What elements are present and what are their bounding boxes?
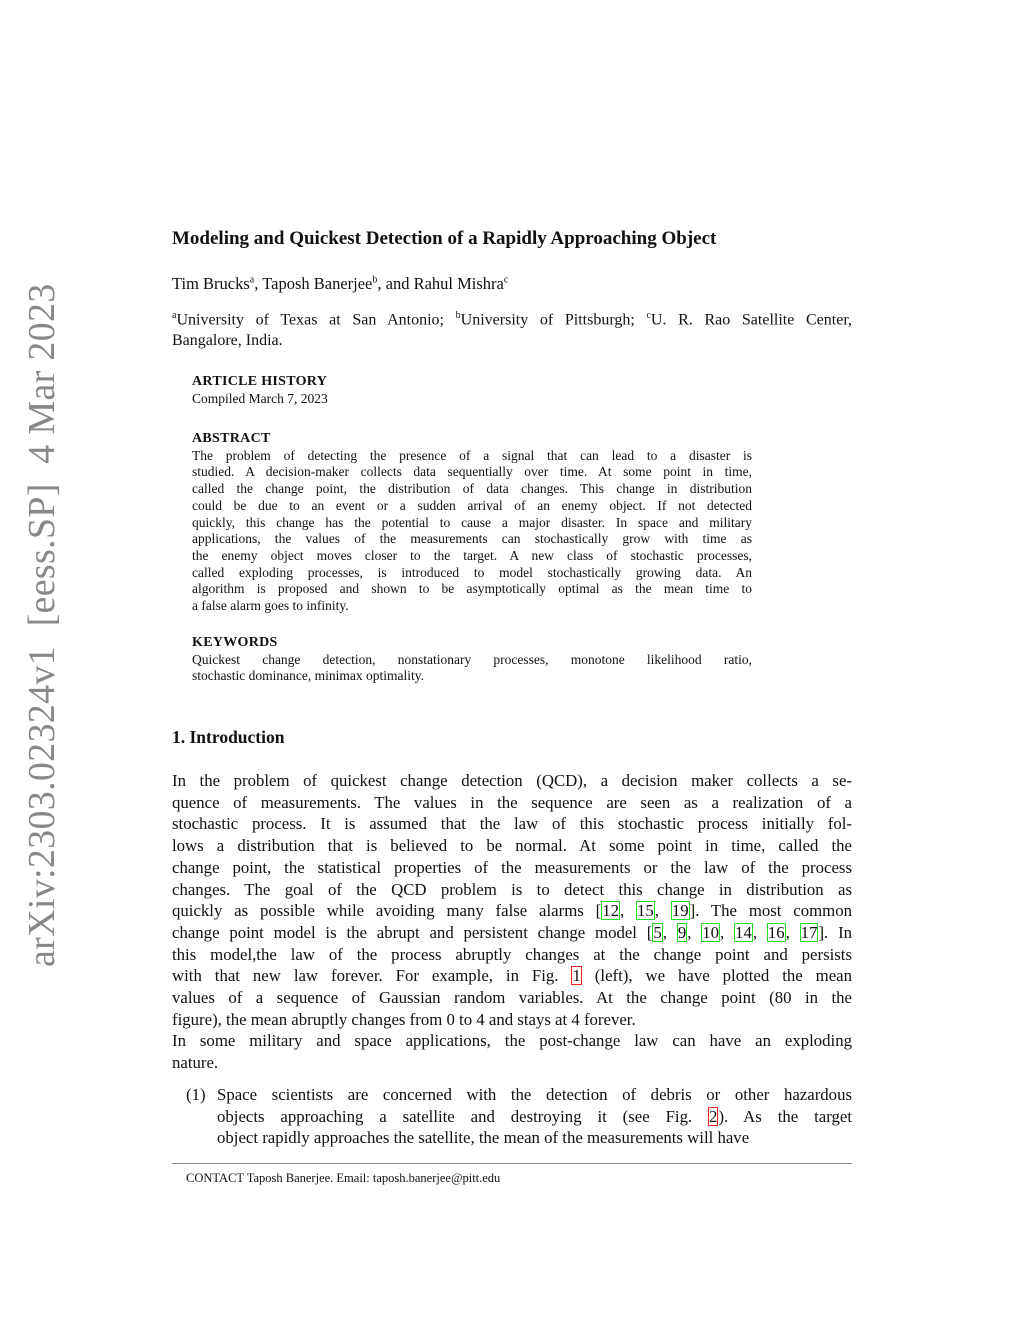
- text: ,: [619, 901, 637, 921]
- text: ,: [662, 922, 677, 942]
- text: change point, the statistical properties of the measurements or the law of the process: [172, 857, 852, 877]
- text-line: [192, 464, 752, 481]
- text: ,: [687, 922, 702, 942]
- section-heading: 1. Introduction: [172, 727, 285, 747]
- text-line: [217, 1084, 852, 1106]
- author: Tim Brucks: [172, 274, 250, 293]
- text: ,: [785, 922, 800, 942]
- author: , Taposh Banerjee: [254, 274, 373, 293]
- text-line: [172, 835, 852, 857]
- text-line: [192, 581, 752, 598]
- affil-mark: a: [172, 310, 177, 321]
- text: ]. In: [818, 922, 853, 942]
- citation-link[interactable]: 19: [671, 901, 689, 921]
- affil-mark: c: [646, 310, 651, 321]
- text: could be due to an event or a sudden arrival of an enemy object. If not detected: [192, 497, 752, 513]
- affil-mark: b: [372, 274, 378, 286]
- text-line: [192, 668, 752, 685]
- text-line: [192, 531, 752, 548]
- text: quickly, this change has the potential to cause a major disaster. In space and military: [192, 514, 752, 530]
- citation-link[interactable]: 12: [602, 901, 619, 921]
- affiliation: University of Texas at San Antonio;: [176, 311, 456, 329]
- text-line: [172, 879, 852, 901]
- text-line: [172, 922, 852, 944]
- text: figure), the mean abruptly changes from 0 to 4 and stays at 4 forever.: [172, 1009, 636, 1029]
- text-line: [192, 448, 752, 465]
- text-line: [172, 987, 852, 1009]
- text: ,: [752, 922, 767, 942]
- affiliation: U. R. Rao Satellite Center,: [650, 311, 853, 329]
- text: nature.: [172, 1052, 219, 1072]
- keywords: [192, 635, 752, 685]
- footnote-rule: [172, 1163, 852, 1164]
- authors: [172, 274, 508, 294]
- text-line: [192, 598, 752, 615]
- text: applications, the values of the measurements can stochastically grow with time as: [192, 531, 752, 547]
- text-line: [217, 1127, 852, 1149]
- text: quickly as possible while avoiding many false alarms [: [172, 901, 602, 921]
- text-line: [192, 515, 752, 532]
- affil-mark: c: [503, 274, 509, 286]
- keywords-heading: KEYWORDS: [192, 635, 278, 650]
- affil-mark: b: [455, 310, 461, 321]
- citation-link[interactable]: 16: [767, 922, 785, 942]
- figure-ref-link[interactable]: 2: [709, 1106, 718, 1126]
- text-line: [192, 498, 752, 515]
- text-line: [192, 652, 752, 669]
- text-line: [192, 565, 752, 582]
- list-item: [172, 1084, 852, 1149]
- text: with that new law forever. For example, in Fig.: [172, 966, 572, 986]
- citation-link[interactable]: 17: [800, 922, 818, 942]
- text: change point model is the abrupt and persistent change model [: [172, 922, 653, 942]
- text-line: [172, 900, 852, 922]
- text: algorithm is proposed and shown to be asymptotically optimal as the mean time to: [192, 581, 752, 597]
- text: the enemy object moves closer to the target. A new class of stochastic processes,: [192, 547, 752, 563]
- arxiv-stamp: arXiv:2303.02324v1 [eess.SP] 4 Mar 2023: [21, 283, 63, 967]
- intro-paragraph-2: [172, 1030, 852, 1073]
- text-line: [172, 965, 852, 987]
- author: , and Rahul Mishra: [377, 274, 504, 293]
- citation-link[interactable]: 15: [637, 901, 654, 921]
- affiliation: University of Pittsburgh;: [460, 311, 647, 329]
- citation-link[interactable]: 5: [653, 922, 662, 942]
- text: object rapidly approaches the satellite, the mean of the measurements will have: [217, 1128, 750, 1148]
- text-line: [192, 481, 752, 498]
- text: values of a sequence of Gaussian random variables. At the change point (80 in the: [172, 988, 852, 1008]
- list-number: (1): [186, 1085, 206, 1104]
- text: objects approaching a satellite and destroying it (see Fig.: [217, 1106, 709, 1126]
- article-history: [192, 374, 752, 407]
- text-line: [172, 770, 852, 792]
- text: stochastic dominance, minimax optimality.: [192, 668, 424, 684]
- text: changes. The goal of the QCD problem is to detect this change in distribution as: [172, 879, 852, 899]
- text: The problem of detecting the presence of a signal that can lead to a disaster is: [192, 447, 752, 463]
- abstract: [192, 431, 752, 615]
- text-line: [217, 1106, 852, 1128]
- text-line: [172, 857, 852, 879]
- paper-title: Modeling and Quickest Detection of a Rapidly Approaching Object: [172, 228, 717, 249]
- intro-paragraph-1: [172, 770, 852, 1030]
- text: ,: [720, 922, 735, 942]
- text: this model,the law of the process abruptly changes at the change point and persists: [172, 944, 852, 964]
- text: called exploding processes, is introduced to model stochastically growing data. An: [192, 564, 752, 580]
- text: Space scientists are concerned with the detection of debris or other hazardous: [217, 1085, 852, 1104]
- footnote: CONTACT Taposh Banerjee. Email: taposh.banerjee@pitt.edu: [186, 1171, 501, 1185]
- text: ]. The most common: [689, 901, 853, 921]
- text-line: [172, 1052, 852, 1074]
- text: lows a distribution that is believed to be normal. At some point in time, called the: [172, 836, 852, 856]
- text: quence of measurements. The values in the sequence are seen as a realization of a: [172, 792, 852, 812]
- text: stochastic process. It is assumed that the law of this stochastic process initially fol-: [172, 814, 852, 834]
- affiliations: [172, 305, 852, 351]
- text-line: [172, 1009, 852, 1031]
- text: In the problem of quickest change detection (QCD), a decision maker collects a se-: [172, 771, 852, 790]
- affiliation: Bangalore, India.: [172, 332, 283, 350]
- text-line: [172, 1030, 852, 1052]
- figure-ref-link[interactable]: 1: [572, 966, 581, 986]
- citation-link[interactable]: 9: [677, 922, 687, 942]
- citation-link[interactable]: 14: [735, 922, 752, 942]
- text-line: [192, 548, 752, 565]
- text: ). As the target: [718, 1106, 852, 1126]
- text: called the change point, the distribution of data changes. This change in distribution: [192, 481, 752, 497]
- affil-mark: a: [249, 274, 255, 286]
- citation-link[interactable]: 10: [702, 922, 720, 942]
- text-line: [172, 792, 852, 814]
- text: ,: [654, 901, 671, 921]
- text-line: [172, 944, 852, 966]
- abstract-heading: ABSTRACT: [192, 431, 271, 446]
- article-history-heading: ARTICLE HISTORY: [192, 374, 328, 389]
- text: Quickest change detection, nonstationary processes, monotone likelihood ratio,: [192, 651, 752, 667]
- text: studied. A decision-maker collects data sequentially over time. At some point in time,: [192, 464, 752, 480]
- text: In some military and space applications, the post-change law can have an exploding: [172, 1031, 852, 1050]
- text: a false alarm goes to infinity.: [192, 598, 349, 614]
- text-line: [172, 813, 852, 835]
- text: (left), we have plotted the mean: [581, 966, 853, 986]
- compiled-date: Compiled March 7, 2023: [192, 390, 328, 406]
